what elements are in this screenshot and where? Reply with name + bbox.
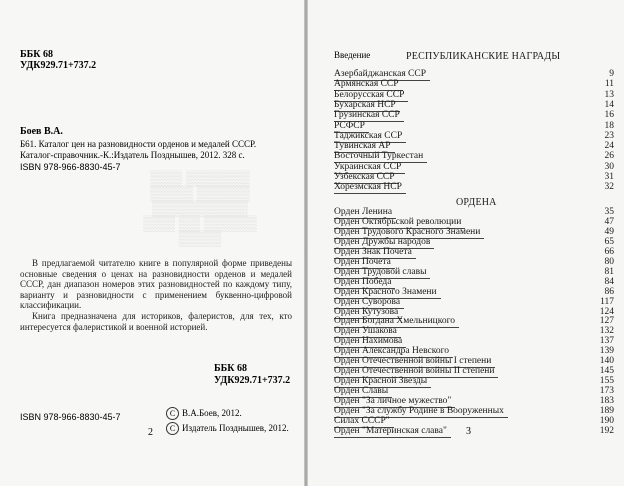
toc-page-number: 65 [604, 236, 614, 247]
toc-title: Орден Нахимова [334, 336, 406, 348]
toc-title: Таджикская ССР [334, 131, 406, 143]
copyright-publisher-text: Издатель Позднышев, 2012. [182, 423, 289, 433]
toc-title: Орден Суворова [334, 297, 404, 309]
toc-page-number: 30 [604, 161, 614, 172]
toc-page-number: 18 [604, 120, 614, 131]
toc-page-number: 190 [599, 415, 614, 426]
toc-title: Орден Ушакова [334, 326, 401, 338]
toc-title: Бухарская НСР [334, 100, 400, 112]
toc-title: Белорусская ССР [334, 90, 408, 102]
toc-title: Орден Красной Звезды [334, 376, 431, 388]
author-name: Боев В.А. [20, 126, 63, 137]
left-page [0, 0, 304, 486]
toc-title: Орден Славы [334, 386, 392, 398]
toc-page-number: 124 [599, 306, 614, 317]
toc-title: Орден Отечественной войны II степени [334, 366, 498, 378]
toc-title: Орден Отечественной войны I степени [334, 356, 495, 368]
isbn-top: ISBN 978-966-8830-45-7 [20, 162, 121, 172]
toc-title: Орден Почета [334, 257, 395, 269]
toc-title: Орден Кутузова [334, 307, 402, 319]
toc-page-number: 140 [599, 356, 614, 367]
toc-title: Орден "За личное мужество" [334, 396, 455, 408]
toc-title: Украинская ССР [334, 162, 405, 174]
toc-page-number: 16 [604, 110, 614, 121]
udk-code-2: УДК929.71+737.2 [214, 375, 291, 386]
toc-title: Орден Богдана Хмельницкого [334, 316, 459, 328]
toc-title: Силах СССР" [334, 416, 394, 428]
bbk-code: ББК 68 [20, 49, 53, 60]
toc-title: Армянская ССР [334, 79, 403, 91]
toc-title: Орден Трудовой славы [334, 267, 430, 279]
annotation-paragraph-1: В предлагаемой читателю книге в популярной форме приведены основные сведения о ценах на разновидности орденов и медалей СССР, дан диапазон номеров этих разновидностей по каждому типу, варианту и разновидности с применением буквенно-цифровой классификации. [20, 258, 292, 311]
toc-page-number: 132 [599, 326, 614, 337]
toc-title: Азербайджанская ССР [334, 69, 430, 81]
copyright-publisher [166, 422, 289, 435]
toc-page-number: 32 [604, 182, 614, 193]
biblio-line-1: Б61. Каталог цен на разновидности орденов и медалей СССР. [20, 139, 257, 149]
toc-page-number: 13 [604, 89, 614, 100]
toc-page-number: 26 [604, 151, 614, 162]
toc-page-number: 47 [604, 216, 614, 227]
toc-title: Орден Октябрьской революции [334, 217, 465, 229]
toc-page-number: 183 [599, 396, 614, 407]
toc-row [334, 182, 614, 193]
section-title-republic: РЕСПУБЛИКАНСКИЕ НАГРАДЫ [406, 51, 561, 62]
toc-title: Орден "Материнская слава" [334, 426, 451, 438]
bleed-through-text: ▒▒▒▒▒▒ ▒▒▒ ▒▒▒▒▒ ▒▒▒▒ ▒▒▒▒▒▒▒▒▒ ▒▒▒▒▒ ▒▒ ▒▒▒ ▒▒▒▒ [143, 171, 257, 247]
copyright-icon: С [166, 422, 179, 435]
toc-page-number: 137 [599, 336, 614, 347]
intro-entry: Введение [334, 50, 371, 60]
toc-title: РСФСР [334, 121, 369, 133]
toc-title: Хорезмская НСР [334, 182, 406, 194]
toc-page-number: 117 [600, 296, 614, 307]
toc-page-number: 80 [604, 256, 614, 267]
toc-page-number: 14 [604, 99, 614, 110]
toc-page-number: 31 [604, 172, 614, 182]
toc-page-number: 49 [604, 226, 614, 237]
toc-page-number: 155 [599, 376, 614, 387]
toc-title: Узбекская ССР [334, 172, 399, 184]
copyright-author-text: В.А.Боев, 2012. [182, 408, 242, 418]
copyright-icon: С [166, 407, 179, 420]
toc-page-number: 192 [599, 425, 614, 436]
toc-title: Орден "За службу Родине в Вооруженных [334, 406, 508, 418]
right-page [308, 0, 624, 486]
toc-title: Орден Дружбы народов [334, 237, 434, 249]
toc-page-number: 11 [604, 79, 614, 90]
toc-page-number: 81 [604, 266, 614, 277]
toc-title: Орден Трудового Красного Знамени [334, 227, 484, 239]
toc-row [334, 426, 614, 437]
page-number-right: 3 [466, 426, 471, 437]
section-title-orders: ОРДЕНА [456, 197, 497, 208]
page-number-left: 2 [148, 427, 153, 438]
toc-page-number: 84 [604, 276, 614, 287]
toc-title: Орден Знак Почета [334, 247, 416, 259]
toc-page-number: 145 [599, 366, 614, 377]
isbn-bottom: ISBN 978-966-8830-45-7 [20, 412, 121, 422]
toc-title: Орден Александра Невского [334, 346, 453, 358]
bbk-code-2: ББК 68 [214, 363, 247, 374]
toc-page-number: 139 [599, 346, 614, 357]
toc-title: Тувинская АР [334, 141, 395, 153]
copyright-author [166, 407, 242, 420]
annotation-paragraph-2: Книга предназначена для историков, фалеристов, для тех, кто интересуется фалеристикой и военной историей. [20, 310, 292, 332]
toc-page-number: 35 [604, 207, 614, 217]
toc-title: Грузинская ССР [334, 110, 404, 122]
toc-page-number: 127 [599, 316, 614, 327]
toc-title: Восточный Туркестан [334, 151, 427, 163]
toc-page-number: 66 [604, 246, 614, 257]
toc-page-number: 86 [604, 286, 614, 297]
toc-page-number: 24 [604, 141, 614, 152]
toc-page-number: 23 [604, 130, 614, 141]
toc-title: Орден Красного Знамени [334, 287, 441, 299]
annotation [20, 258, 292, 332]
udk-code: УДК929.71+737.2 [20, 60, 97, 71]
toc-page-number: 173 [599, 386, 614, 397]
biblio-line-2: Каталог-справочник.-К.:Издатель Позднышев, 2012. 328 с. [20, 150, 245, 160]
toc-title: Орден Победа [334, 277, 395, 289]
toc-page-number: 189 [599, 406, 614, 416]
toc-title: Орден Ленина [334, 207, 396, 219]
toc-page-number: 9 [609, 69, 614, 79]
